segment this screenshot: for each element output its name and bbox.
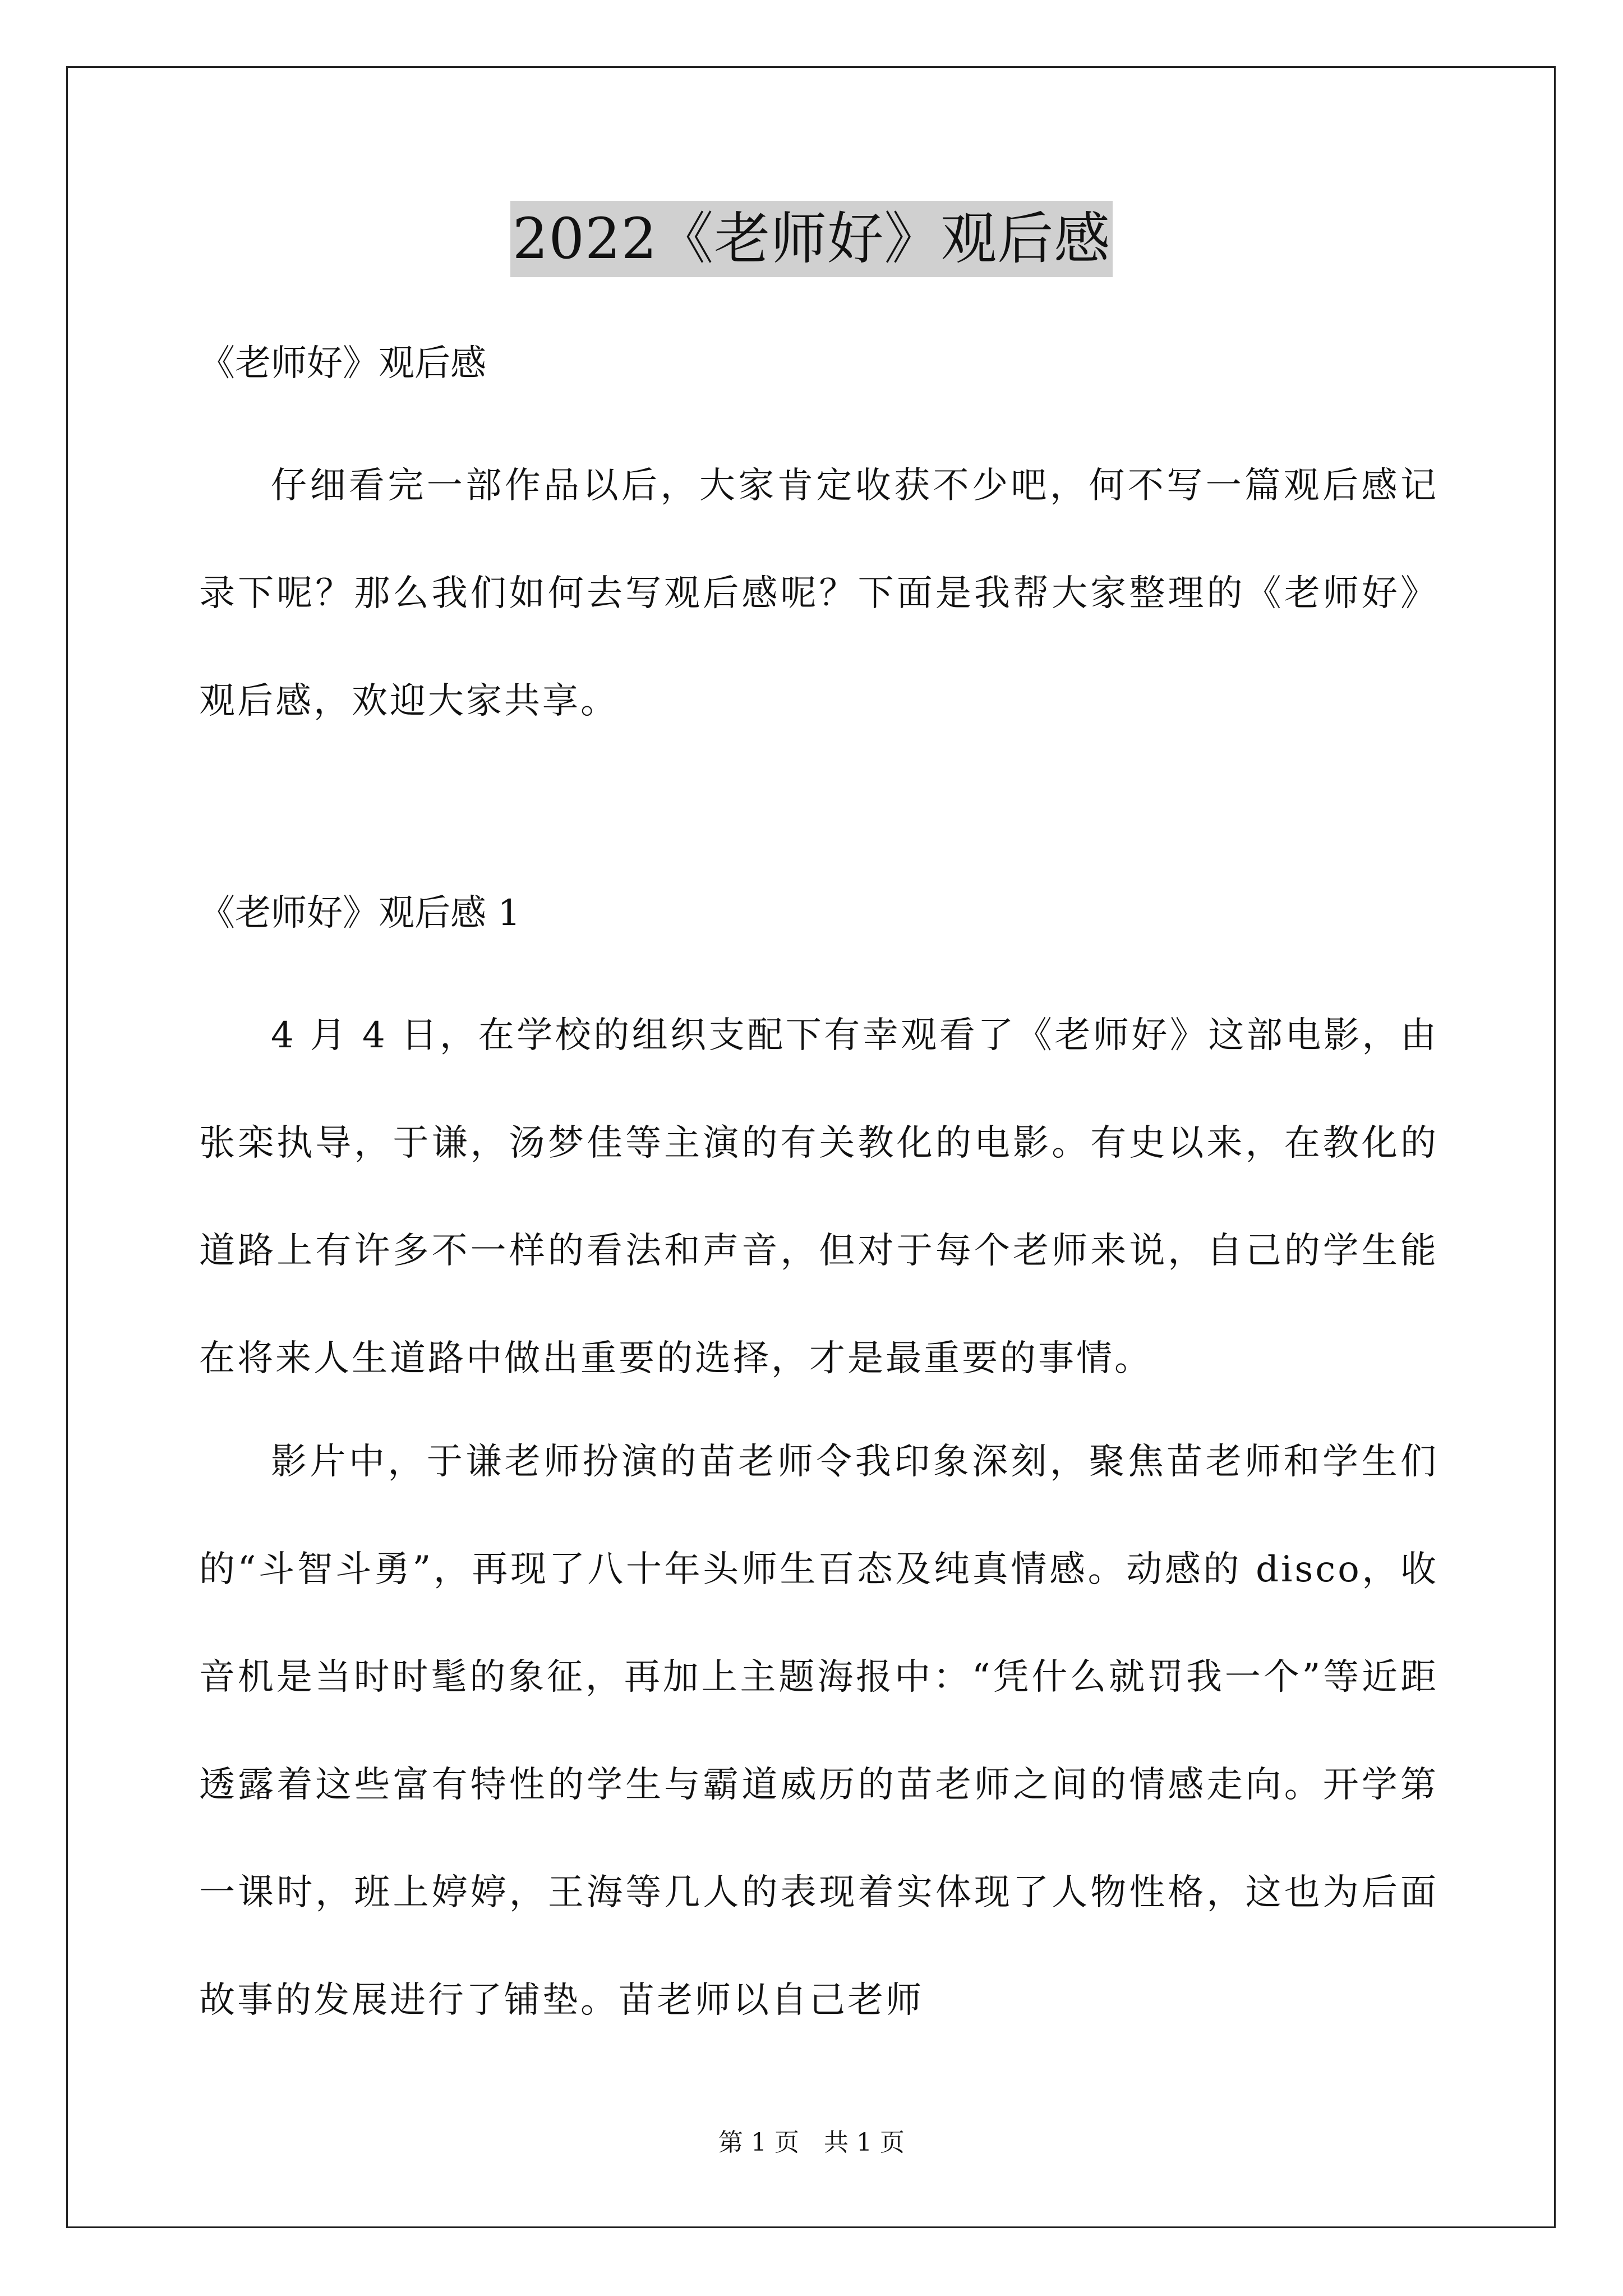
title-container <box>0 201 1623 277</box>
paragraph[interactable]: 仔细看完一部作品以后，大家肯定收获不少吧，何不写一篇观后感记录下呢？那么我们如何去写观后感呢？下面是我帮大家整理的《老师好》观后感，欢迎大家共享。 <box>199 465 1438 722</box>
paragraph[interactable]: 4 月 4 日，在学校的组织支配下有幸观看了《老师好》这部电影，由张栾执导，于谦，汤梦佳等主演的有关教化的电影。有史以来，在教化的道路上有许多不一样的看法和声音，但对于每个老师来说，自己的学生能在将来人生道路中做出重要的选择，才是最重要的事情。 <box>199 1015 1438 1379</box>
section-heading[interactable]: 《老师好》观后感 1 <box>199 892 521 934</box>
section-heading[interactable]: 《老师好》观后感 <box>199 343 486 384</box>
document-title[interactable]: 2022《老师好》观后感 <box>510 201 1113 277</box>
page-footer: 第 1 页 共 1 页 <box>718 2128 905 2157</box>
paragraph[interactable]: 影片中，于谦老师扮演的苗老师令我印象深刻，聚焦苗老师和学生们的“斗智斗勇”，再现了八十年头师生百态及纯真情感。动感的 disco，收音机是当时时髦的象征，再加上主题海报中：“凭什么就罚我一个”等近距透露着这些富有特性的学生与霸道威历的苗老师之间的情感走向。开学第一课时，班上婷婷，王海等几人的表现着实体现了人物性格，这也为后面故事的发展进行了铺垫。苗老师以自己老师 <box>199 1441 1438 2021</box>
